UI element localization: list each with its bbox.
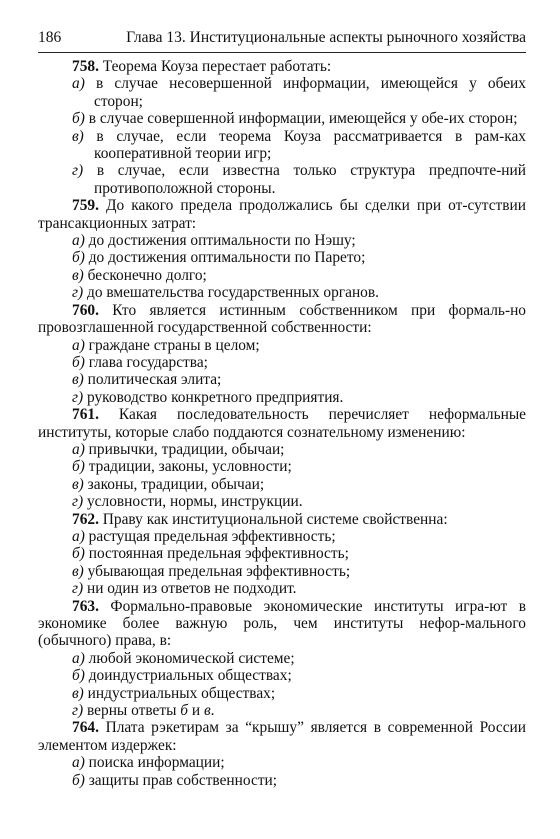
option-letter: б) [72, 353, 85, 371]
option-text: в случае несовершенной информации, имеющейся у обеих сторон; [84, 75, 526, 110]
option [72, 249, 526, 266]
question-text: Какая последовательность перечисляет неформальные институты, которые слабо поддаются сознательному изменению: [38, 406, 526, 441]
question-text: Праву как институциональной системе свойственна: [98, 510, 448, 528]
option-text: условности, нормы, инструкции. [83, 493, 303, 511]
option-text: политическая элита; [83, 371, 222, 389]
option-letter: б) [72, 771, 85, 789]
option [72, 476, 526, 493]
option-letter: г) [72, 284, 84, 302]
option-text: постоянная предельная эффективность; [84, 545, 349, 563]
option-text: . [210, 702, 215, 720]
question-762 [38, 511, 526, 528]
question-763 [38, 598, 526, 650]
option [72, 685, 526, 702]
option-letter: г) [72, 388, 84, 406]
option-text: традиции, законы, условности; [84, 458, 292, 476]
option-letter: г) [72, 702, 84, 720]
question-760 [38, 302, 526, 337]
question-number: 764. [72, 719, 99, 737]
option-text: глава государства; [84, 353, 208, 371]
option [72, 441, 526, 458]
option [72, 528, 526, 545]
option [72, 128, 526, 163]
option-ref: б [180, 702, 189, 720]
option [72, 580, 526, 597]
option-letter: в) [72, 371, 84, 389]
option-text: до достижения оптимальности по Парето; [84, 249, 366, 267]
page-number: 186 [38, 29, 62, 46]
question-759 [38, 197, 526, 232]
option-letter: в) [72, 127, 84, 145]
option [72, 545, 526, 562]
option-text: до достижения оптимальности по Нэшу; [84, 232, 356, 250]
question-number: 761. [72, 406, 99, 424]
option [72, 702, 526, 719]
question-758 [38, 58, 526, 75]
option-letter: г) [72, 493, 84, 511]
option-text: доиндустриальных обществах; [84, 667, 292, 685]
question-number: 763. [72, 597, 99, 615]
option-letter: б) [72, 545, 85, 563]
option [72, 563, 526, 580]
option [72, 162, 526, 197]
option [72, 754, 526, 771]
option-text: до вмешательства государственных органов. [83, 284, 379, 302]
option-text: убывающая предельная эффективность; [83, 562, 351, 580]
option-letter: а) [72, 440, 85, 458]
option-letter: в) [72, 266, 84, 284]
option-text: индустриальных обществах; [83, 684, 276, 702]
option-letter: в) [72, 684, 84, 702]
option-letter: а) [72, 336, 85, 354]
option-letter: а) [72, 75, 85, 93]
question-number: 759. [72, 197, 99, 215]
option-text: бесконечно долго; [83, 266, 207, 284]
option-text: поиска информации; [84, 754, 225, 772]
question-text: До какого предела продолжались бы сделки при от-сутствии трансакционных затрат: [38, 197, 526, 232]
question-number: 758. [72, 58, 99, 75]
option-letter: б) [72, 110, 85, 128]
option-letter: а) [72, 527, 85, 545]
option-text: растущая предельная эффективность; [84, 527, 336, 545]
option-letter: б) [72, 249, 85, 267]
question-761 [38, 406, 526, 441]
option [72, 284, 526, 301]
option [72, 337, 526, 354]
option-letter: а) [72, 232, 85, 250]
option-ref: в [203, 702, 211, 720]
header-rule [38, 52, 526, 53]
option [72, 75, 526, 110]
option [72, 110, 526, 127]
option-letter: в) [72, 562, 84, 580]
option-text: граждане страны в целом; [84, 336, 260, 354]
option [72, 667, 526, 684]
option-letter: б) [72, 458, 85, 476]
option [72, 389, 526, 406]
option-text: руководство конкретного предприятия. [83, 388, 344, 406]
option [72, 371, 526, 388]
option-text: законы, традиции, обычаи; [83, 475, 265, 493]
option [72, 267, 526, 284]
option [72, 458, 526, 475]
question-text: Теорема Коуза перестает работать: [98, 58, 332, 75]
option [72, 772, 526, 789]
question-text: Кто является истинным собственником при формаль-но провозглашенной государственной собственности: [38, 301, 526, 337]
option-letter: г) [72, 162, 84, 180]
question-764 [38, 719, 526, 754]
option-text: ни один из ответов не подходит. [83, 580, 297, 598]
option-text: верны ответы [83, 702, 181, 720]
option [72, 650, 526, 667]
option-letter: а) [72, 754, 85, 772]
questions-list [38, 58, 526, 789]
question-text: Плата рэкетирам за “крышу” является в современной России элементом издержек: [38, 719, 526, 754]
question-text: Формально-правовые экономические институты игра-ют в экономике более важную роль, чем институты нефор-мального (обычного) права, в: [38, 597, 526, 650]
option-text: защиты прав собственности; [84, 771, 278, 789]
option-text: в случае, если теорема Коуза рассматривается в рам-ках кооперативной теории игр; [83, 127, 526, 163]
option-letter: а) [72, 649, 85, 667]
question-number: 760. [72, 301, 99, 319]
option [72, 354, 526, 371]
option-text: в случае, если известна только структура предпочте-ний противоположной стороны. [83, 162, 526, 197]
option-letter: в) [72, 475, 84, 493]
option-text: привычки, традиции, обычаи; [84, 440, 285, 458]
option [72, 493, 526, 510]
option [72, 232, 526, 249]
option-text: и [188, 702, 204, 720]
option-letter: г) [72, 580, 84, 598]
option-text: любой экономической системе; [84, 649, 295, 667]
option-text: в случае совершенной информации, имеющейся у обе-их сторон; [84, 110, 518, 128]
running-title: Глава 13. Институциональные аспекты рыночного хозяйства [126, 29, 526, 46]
question-number: 762. [72, 510, 99, 528]
option-letter: б) [72, 667, 85, 685]
